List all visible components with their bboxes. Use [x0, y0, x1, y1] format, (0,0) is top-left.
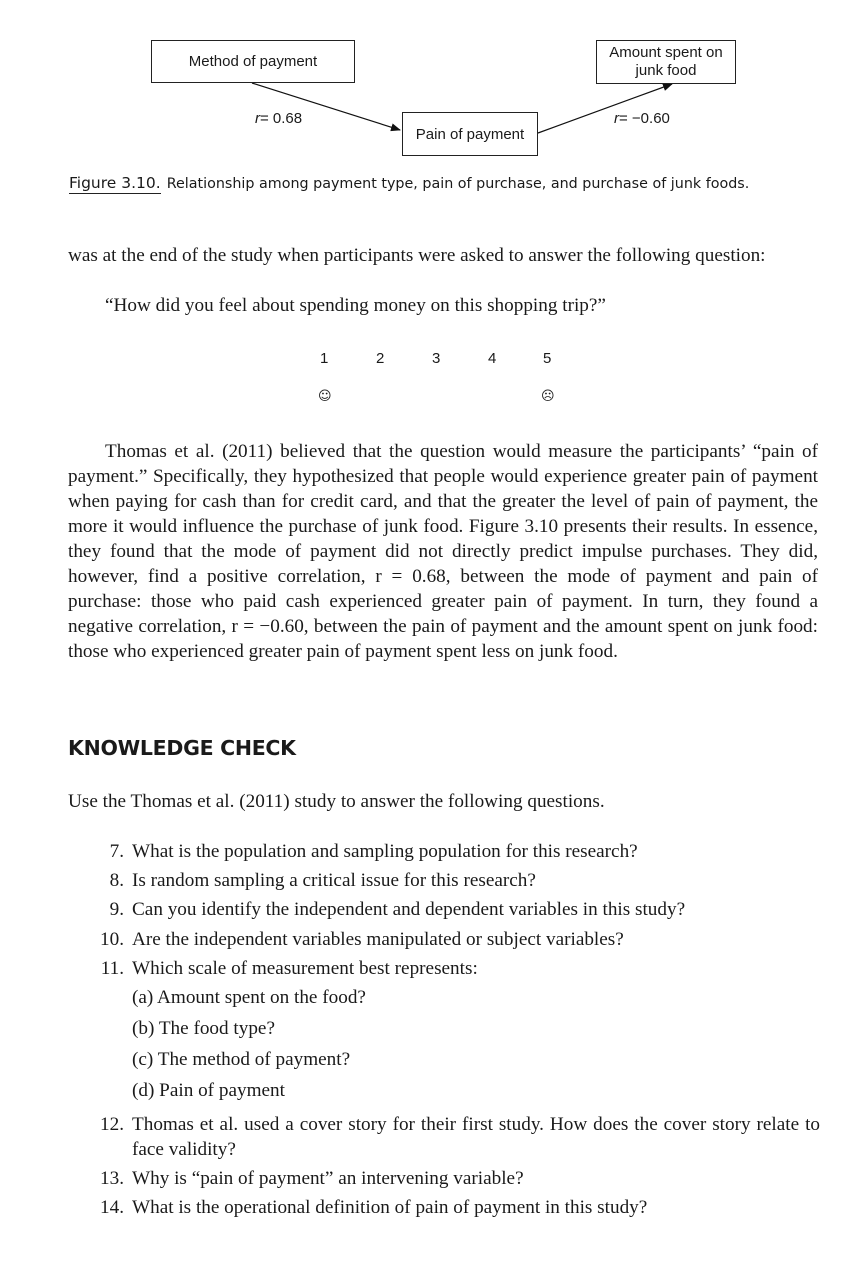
scale-number-5: 5: [543, 350, 552, 367]
amount-spent-label-line2: junk food: [635, 62, 697, 79]
subitem-a: (a) Amount spent on the food?: [132, 987, 366, 1008]
question-quote: “How did you feel about spending money on this shopping trip?”: [105, 295, 606, 316]
correlation-label-right: [614, 110, 670, 127]
correlation-label-left: [255, 110, 302, 127]
question-text: Can you identify the independent and dependent variables in this study?: [132, 899, 686, 920]
pain-of-payment-label: Pain of payment: [415, 125, 525, 143]
knowledge-check-heading: KNOWLEDGE CHECK: [68, 736, 296, 760]
amount-spent-label-line1: Amount spent on: [609, 44, 723, 61]
scale-number-3: 3: [432, 350, 441, 367]
figure-caption-text: Relationship among payment type, pain of purchase, and purchase of junk foods.: [166, 176, 750, 192]
figure-number: Figure 3.10.: [69, 174, 161, 192]
question-number: 8.: [109, 870, 124, 891]
correlation-value-left: = 0.68: [260, 110, 303, 127]
method-of-payment-box: [151, 40, 355, 83]
subitem-b: (b) The food type?: [132, 1018, 275, 1039]
body-paragraph: Thomas et al. (2011) believed that the question would measure the participants’ “pain of payment.” Specifically, they hypothesized that people would experience greater pain of payment when paying for cash than for credit card, and that the greater the level of pain of payment, the more it would influence the purchase of junk food. Figure 3.10 presents their results. In essence, they found that the mode of payment did not directly predict impulse purchases. They did, however, find a positive correlation, r = 0.68, between the mode of payment and pain of purchase: those who paid cash experienced greater pain of payment. In turn, they found a negative correlation, r = −0.60, between the pain of payment and the amount spent on junk food: those who experienced greater pain of payment spent less on junk food.: [68, 441, 818, 662]
subitem-c: (c) The method of payment?: [132, 1049, 351, 1070]
subitem-d: (d) Pain of payment: [132, 1080, 285, 1101]
scale-number-2: 2: [376, 350, 385, 367]
question-text: Is random sampling a critical issue for this research?: [132, 870, 536, 891]
question-number: 12.: [100, 1114, 124, 1135]
question-number: 7.: [109, 841, 124, 862]
question-number: 11.: [100, 958, 124, 979]
question-number: 10.: [100, 929, 124, 950]
question-text: Thomas et al. used a cover story for their first study. How does the cover story relate to face validity?: [132, 1114, 820, 1160]
question-text: Are the independent variables manipulated or subject variables?: [132, 929, 624, 950]
amount-spent-box: [596, 40, 736, 84]
scale-number-1: 1: [320, 350, 329, 367]
question-number: 9.: [109, 899, 124, 920]
intro-paragraph: was at the end of the study when participants were asked to answer the following question:: [68, 245, 766, 266]
pain-of-payment-box: [402, 112, 538, 156]
smiley-face-icon: ☺: [318, 389, 332, 404]
question-number: 13.: [100, 1168, 124, 1189]
r-symbol-left: r: [255, 110, 260, 127]
frowning-face-icon: ☹: [541, 389, 555, 404]
question-text: Why is “pain of payment” an intervening variable?: [132, 1168, 524, 1189]
correlation-value-right: = −0.60: [619, 110, 670, 127]
question-text: What is the operational definition of pain of payment in this study?: [132, 1197, 648, 1218]
question-text: Which scale of measurement best represents:: [132, 958, 478, 979]
knowledge-check-intro: Use the Thomas et al. (2011) study to answer the following questions.: [68, 791, 605, 812]
method-of-payment-label: Method of payment: [188, 53, 318, 70]
question-text: What is the population and sampling population for this research?: [132, 841, 638, 862]
scale-number-4: 4: [488, 350, 497, 367]
figure-caption: [69, 174, 829, 192]
question-number: 14.: [100, 1197, 124, 1218]
r-symbol-right: r: [614, 110, 619, 127]
